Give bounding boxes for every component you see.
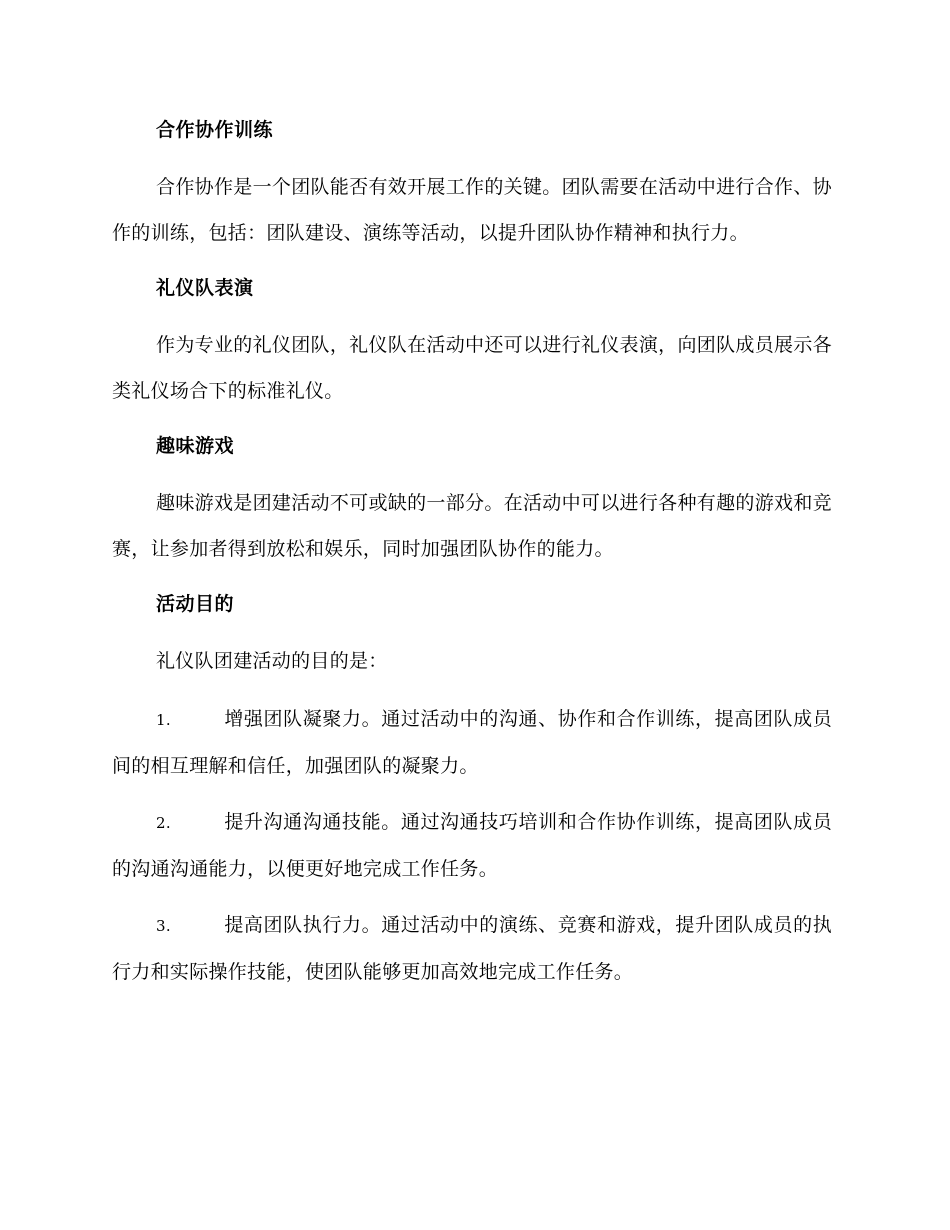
list-item-number: 3. (156, 917, 171, 935)
section-heading-activity-purpose: 活动目的 (156, 593, 235, 615)
list-item (112, 696, 832, 789)
section-heading-etiquette-performance: 礼仪队表演 (156, 277, 254, 299)
section-body-activity-purpose: 礼仪队团建活动的目的是： (156, 650, 388, 672)
list-item-text: 提高团队执行力。通过活动中的演练、竞赛和游戏，提升团队成员的执行力和实际操作技能，使团队能够更加高效地完成工作任务。 (112, 914, 832, 983)
section-body-etiquette-performance: 作为专业的礼仪团队，礼仪队在活动中还可以进行礼仪表演，向团队成员展示各类礼仪场合下的标准礼仪。 (112, 334, 832, 402)
document-page (112, 110, 832, 1005)
section-heading-cooperation: 合作协作训练 (156, 119, 274, 141)
list-item-number: 2. (156, 814, 171, 832)
section-body-cooperation: 合作协作是一个团队能否有效开展工作的关键。团队需要在活动中进行合作、协作的训练，包括：团队建设、演练等活动，以提升团队协作精神和执行力。 (112, 176, 832, 244)
list-item (112, 902, 832, 995)
list-item (112, 799, 832, 892)
list-item-text: 增强团队凝聚力。通过活动中的沟通、协作和合作训练，提高团队成员间的相互理解和信任，加强团队的凝聚力。 (112, 708, 832, 777)
list-item-number: 1. (156, 711, 171, 729)
section-body-fun-games: 趣味游戏是团建活动不可或缺的一部分。在活动中可以进行各种有趣的游戏和竞赛，让参加者得到放松和娱乐，同时加强团队协作的能力。 (112, 492, 832, 560)
section-heading-fun-games: 趣味游戏 (156, 435, 235, 457)
list-item-text: 提升沟通沟通技能。通过沟通技巧培训和合作协作训练，提高团队成员的沟通沟通能力，以便更好地完成工作任务。 (112, 811, 832, 880)
